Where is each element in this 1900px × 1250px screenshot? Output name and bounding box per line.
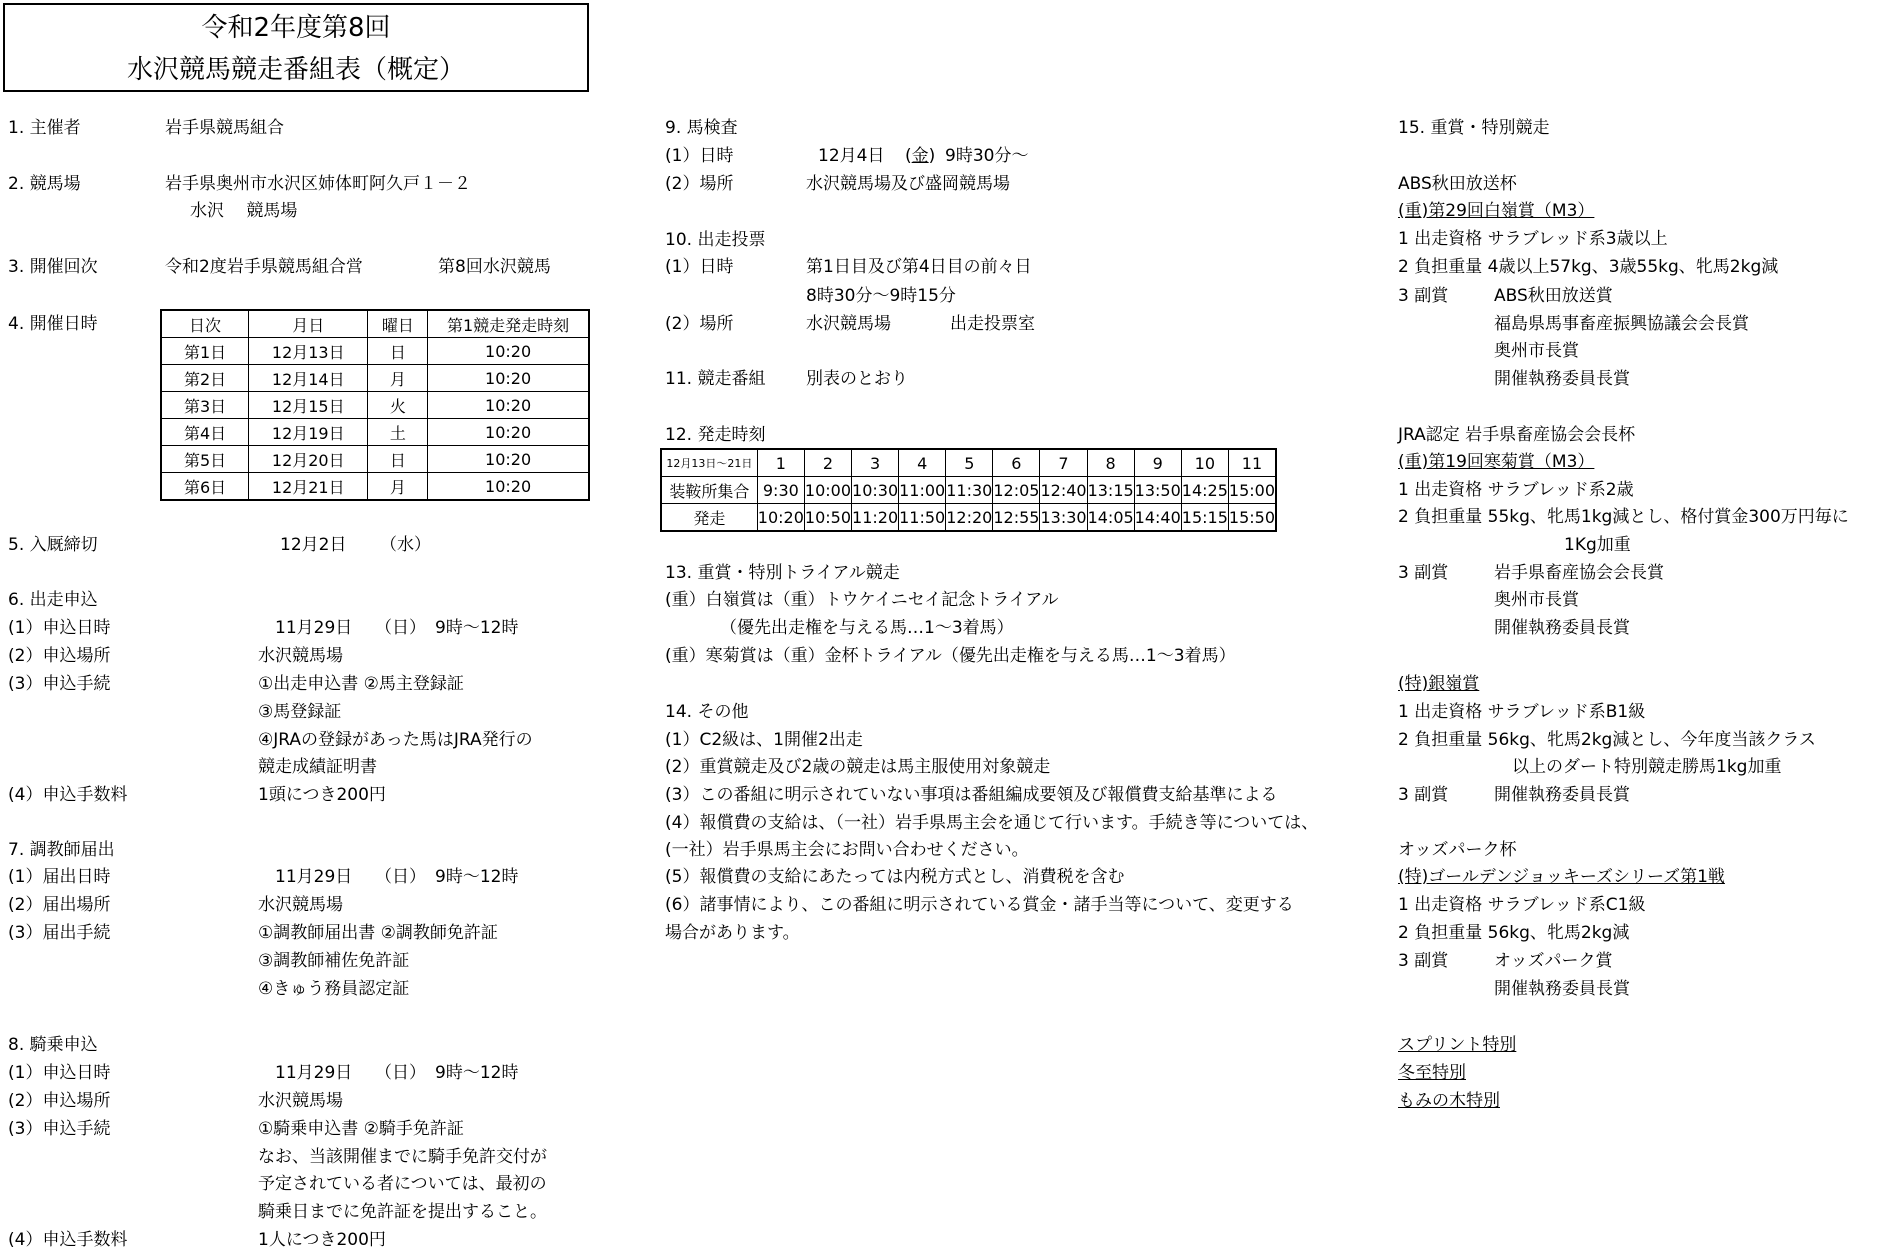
- table-header: 5: [946, 449, 993, 477]
- s1-label: 1. 主催者: [8, 118, 81, 138]
- table-cell: 14:40: [1134, 504, 1181, 532]
- s9-r1-time: 9時30分～: [945, 146, 1029, 166]
- table-header: 6: [993, 449, 1040, 477]
- s8-r2-label: (2）申込場所: [8, 1091, 111, 1111]
- table-cell: 15:50: [1228, 504, 1276, 532]
- table-cell: 12:40: [1040, 477, 1087, 504]
- table-cell: 11:50: [899, 504, 946, 532]
- abs-prize: ABS秋田放送賞: [1494, 286, 1613, 306]
- s7-r1-time: 9時～12時: [435, 867, 519, 887]
- table-cell: 月: [368, 473, 428, 501]
- table-cell: 第3日: [161, 392, 249, 419]
- abs-prize: 開催執務委員長賞: [1494, 369, 1630, 389]
- page-title-line1: 令和2年度第8回: [201, 13, 391, 43]
- table-cell: 12月15日: [249, 392, 368, 419]
- table-header: 第1競走発走時刻: [428, 310, 589, 338]
- s3-value1: 令和2度岩手県競馬組合営: [165, 257, 363, 277]
- s13-line: (重）白嶺賞は（重）トウケイニセイ記念トライアル: [665, 590, 1059, 610]
- s6-label: 6. 出走申込: [8, 590, 98, 610]
- table-cell: 12月14日: [249, 365, 368, 392]
- table-header: 11: [1228, 449, 1276, 477]
- table-cell: 10:00: [804, 477, 851, 504]
- table-cell: 12:55: [993, 504, 1040, 532]
- s13-line: （優先出走権を与える馬…1～3着馬）: [720, 618, 1014, 638]
- odds-cond1: 1 出走資格 サラブレッド系C1級: [1398, 895, 1646, 915]
- s9-r2-value: 水沢競馬場及び盛岡競馬場: [806, 174, 1010, 194]
- table-cell: 10:50: [804, 504, 851, 532]
- gin-cond1: 1 出走資格 サラブレッド系B1級: [1398, 702, 1646, 722]
- s10-label: 10. 出走投票: [665, 230, 766, 250]
- s8-r3-line: なお、当該開催までに騎手免許交付が: [258, 1147, 547, 1167]
- table-row: [161, 338, 589, 365]
- jra-cond3-label: 3 副賞: [1398, 563, 1449, 583]
- table-header: 10: [1181, 449, 1228, 477]
- table-header: 1: [757, 449, 804, 477]
- s8-r1-date: 11月29日: [275, 1063, 353, 1083]
- table-cell: 10:20: [428, 365, 589, 392]
- table-cell: 12月20日: [249, 446, 368, 473]
- table-cell: 11:00: [899, 477, 946, 504]
- s6-r2-label: (2）申込場所: [8, 646, 111, 666]
- odds-prize: 開催執務委員長賞: [1494, 979, 1630, 999]
- s10-r2-value2: 出走投票室: [950, 314, 1035, 334]
- s8-r4-value: 1人につき200円: [258, 1230, 386, 1250]
- table-header: 2: [804, 449, 851, 477]
- s1-value: 岩手県競馬組合: [165, 118, 284, 138]
- table-cell: 15:15: [1181, 504, 1228, 532]
- s3-value2: 第8回水沢競馬: [438, 257, 551, 277]
- s15-label: 15. 重賞・特別競走: [1398, 118, 1550, 138]
- s6-r4-label: (4）申込手数料: [8, 785, 128, 805]
- s14-line: (2）重賞競走及び2歳の競走は馬主服使用対象競走: [665, 757, 1051, 777]
- table-row-label: 発走: [661, 504, 757, 532]
- s6-r3-line: 競走成績証明書: [258, 757, 377, 777]
- jra-cond2b: 1Kg加重: [1564, 535, 1631, 555]
- other-race: スプリント特別: [1398, 1035, 1517, 1055]
- s8-r1-dow: （日）: [375, 1063, 426, 1083]
- table-cell: 12月19日: [249, 419, 368, 446]
- s9-r1-label: (1）日時: [665, 146, 734, 166]
- s7-r2-label: (2）届出場所: [8, 895, 111, 915]
- s14-label: 14. その他: [665, 702, 749, 722]
- s9-r1-date: 12月4日: [818, 146, 885, 166]
- jra-cond1: 1 出走資格 サラブレッド系2歳: [1398, 480, 1634, 500]
- s14-line: (5）報償費の支給にあたっては内税方式とし、消費税を含む: [665, 867, 1125, 887]
- table-cell: 12月13日: [249, 338, 368, 365]
- title-box: [3, 3, 589, 92]
- s14-line: (1）C2級は、1開催2出走: [665, 730, 863, 750]
- s8-r3-line: 予定されている者については、最初の: [258, 1174, 547, 1194]
- s6-r1-dow: （日）: [375, 618, 426, 638]
- jra-prize: 奥州市長賞: [1494, 590, 1579, 610]
- table-cell: 10:20: [428, 419, 589, 446]
- gin-cond2: 2 負担重量 56kg、牝馬2kg減とし、今年度当該クラス: [1398, 730, 1816, 750]
- s10-r1-value1: 第1日目及び第4日目の前々日: [806, 257, 1032, 277]
- s11-label: 11. 競走番組: [665, 369, 766, 389]
- table-cell: 11:20: [852, 504, 899, 532]
- table-cell: 第6日: [161, 473, 249, 501]
- table-row-label: 装鞍所集合: [661, 477, 757, 504]
- table-cell: 12:20: [946, 504, 993, 532]
- s6-r3-label: (3）申込手続: [8, 674, 111, 694]
- table-cell: 10:20: [428, 338, 589, 365]
- s13-line: (重）寒菊賞は（重）金杯トライアル（優先出走権を与える馬…1～3着馬）: [665, 646, 1236, 666]
- table-header: 9: [1134, 449, 1181, 477]
- table-cell: 10:30: [852, 477, 899, 504]
- table-cell: 13:50: [1134, 477, 1181, 504]
- table-cell: 火: [368, 392, 428, 419]
- table-cell: 10:20: [428, 392, 589, 419]
- s8-r4-label: (4）申込手数料: [8, 1230, 128, 1250]
- table-cell: 12月21日: [249, 473, 368, 501]
- jra-cond2: 2 負担重量 55kg、牝馬1kg減とし、格付賞金300万円毎に: [1398, 507, 1849, 527]
- page-title-line2: 水沢競馬競走番組表（概定）: [126, 55, 465, 85]
- s9-label: 9. 馬検査: [665, 118, 738, 138]
- s7-r3-label: (3）届出手続: [8, 923, 111, 943]
- s6-r1-date: 11月29日: [275, 618, 353, 638]
- other-race: 冬至特別: [1398, 1063, 1466, 1083]
- table-header: 7: [1040, 449, 1087, 477]
- s10-r2-value1: 水沢競馬場: [806, 314, 891, 334]
- s5-dow: （水）: [380, 535, 431, 555]
- s5-date: 12月2日: [280, 535, 347, 555]
- table-header: 12月13日～21日: [661, 449, 757, 477]
- abs-cond3-label: 3 副賞: [1398, 286, 1449, 306]
- table-cell: 14:05: [1087, 504, 1134, 532]
- table-cell: 日: [368, 446, 428, 473]
- s10-r1-label: (1）日時: [665, 257, 734, 277]
- table-cell: 土: [368, 419, 428, 446]
- s9-r2-label: (2）場所: [665, 174, 734, 194]
- table-row: [661, 477, 1276, 504]
- s7-r3-line: ①調教師届出書 ②調教師免許証: [258, 923, 498, 943]
- s6-r4-value: 1頭につき200円: [258, 785, 386, 805]
- abs-prize: 奥州市長賞: [1494, 341, 1579, 361]
- jra-sponsor: JRA認定 岩手県畜産協会会長杯: [1398, 425, 1636, 445]
- table-cell: 13:30: [1040, 504, 1087, 532]
- s7-r1-dow: （日）: [375, 867, 426, 887]
- table-cell: 12:05: [993, 477, 1040, 504]
- table-row: [661, 504, 1276, 532]
- table-cell: 11:30: [946, 477, 993, 504]
- table-row: [161, 473, 589, 501]
- table-cell: 第2日: [161, 365, 249, 392]
- abs-cond1: 1 出走資格 サラブレッド系3歳以上: [1398, 229, 1668, 249]
- table-cell: 第1日: [161, 338, 249, 365]
- s2-value2: 水沢 競馬場: [190, 201, 298, 221]
- s10-r1-value2: 8時30分～9時15分: [806, 286, 956, 306]
- odds-cond2: 2 負担重量 56kg、牝馬2kg減: [1398, 923, 1630, 943]
- jra-prize: 岩手県畜産協会会長賞: [1494, 563, 1664, 583]
- table-cell: 日: [368, 338, 428, 365]
- table-row: [161, 446, 589, 473]
- s14-line: (3）この番組に明示されていない事項は番組編成要領及び報償費支給基準による: [665, 785, 1278, 805]
- other-race: もみの木特別: [1398, 1091, 1500, 1111]
- s14-line: 場合があります。: [665, 923, 800, 943]
- table-cell: 15:00: [1228, 477, 1276, 504]
- table-cell: 第5日: [161, 446, 249, 473]
- s10-r2-label: (2）場所: [665, 314, 734, 334]
- table-row: [161, 365, 589, 392]
- s4-label: 4. 開催日時: [8, 314, 98, 334]
- s6-r3-line: ③馬登録証: [258, 702, 342, 722]
- table-cell: 10:20: [428, 446, 589, 473]
- s8-r3-line: ①騎乗申込書 ②騎手免許証: [258, 1119, 464, 1139]
- s11-value: 別表のとおり: [806, 369, 908, 389]
- s8-r2-value: 水沢競馬場: [258, 1091, 343, 1111]
- table-row: [161, 419, 589, 446]
- table-header: 8: [1087, 449, 1134, 477]
- s14-line: (一社）岩手県馬主会にお問い合わせください。: [665, 840, 1029, 860]
- start-time-table: [660, 448, 1277, 532]
- odds-cond3-label: 3 副賞: [1398, 951, 1449, 971]
- s14-line: (4）報償費の支給は、（一社）岩手県馬主会を通じて行います。手続き等については、: [665, 813, 1319, 833]
- s8-r1-time: 9時～12時: [435, 1063, 519, 1083]
- table-cell: 9:30: [757, 477, 804, 504]
- odds-sponsor: オッズパーク杯: [1398, 840, 1517, 860]
- odds-prize: オッズパーク賞: [1494, 951, 1613, 971]
- s6-r1-time: 9時～12時: [435, 618, 519, 638]
- s2-label: 2. 競馬場: [8, 174, 81, 194]
- s8-label: 8. 騎乗申込: [8, 1035, 98, 1055]
- s7-r3-line: ③調教師補佐免許証: [258, 951, 410, 971]
- s8-r3-line: 騎乗日までに免許証を提出すること。: [258, 1202, 547, 1222]
- table-cell: 13:15: [1087, 477, 1134, 504]
- table-row: [161, 392, 589, 419]
- table-cell: 14:25: [1181, 477, 1228, 504]
- table-cell: 10:20: [757, 504, 804, 532]
- s7-r3-line: ④きゅう務員認定証: [258, 979, 410, 999]
- s8-r1-label: (1）申込日時: [8, 1063, 111, 1083]
- table-header: 曜日: [368, 310, 428, 338]
- table-cell: 月: [368, 365, 428, 392]
- abs-prize: 福島県馬事畜産振興協議会会長賞: [1494, 314, 1749, 334]
- gin-prize: 開催執務委員長賞: [1494, 785, 1630, 805]
- table-header: 日次: [161, 310, 249, 338]
- abs-cond2: 2 負担重量 4歳以上57kg、3歳55kg、牝馬2kg減: [1398, 257, 1779, 277]
- table-header: 3: [852, 449, 899, 477]
- jra-prize: 開催執務委員長賞: [1494, 618, 1630, 638]
- s8-r3-label: (3）申込手続: [8, 1119, 111, 1139]
- s2-value1: 岩手県奥州市水沢区姉体町阿久戸１－２: [165, 174, 471, 194]
- gin-cond3-label: 3 副賞: [1398, 785, 1449, 805]
- table-header-row: [661, 449, 1276, 477]
- s13-label: 13. 重賞・特別トライアル競走: [665, 563, 900, 583]
- s9-r1-dow-text: 金: [911, 146, 929, 166]
- table-cell: 10:20: [428, 473, 589, 501]
- table-cell: 第4日: [161, 419, 249, 446]
- s6-r1-label: (1）申込日時: [8, 618, 111, 638]
- jra-race: (重)第19回寒菊賞（M3）: [1398, 452, 1595, 472]
- odds-race: (特)ゴールデンジョッキーズシリーズ第1戦: [1398, 867, 1725, 887]
- s5-label: 5. 入厩締切: [8, 535, 98, 555]
- s6-r3-line: ①出走申込書 ②馬主登録証: [258, 674, 464, 694]
- s6-r2-value: 水沢競馬場: [258, 646, 343, 666]
- s14-line: (6）諸事情により、この番組に明示されている賞金・諸手当等について、変更する: [665, 895, 1294, 915]
- gin-cond2b: 以上のダート特別競走勝馬1kg加重: [1512, 757, 1782, 777]
- s9-r1-dow: (金): [905, 146, 936, 166]
- s7-r1-label: (1）届出日時: [8, 867, 111, 887]
- s12-label: 12. 発走時刻: [665, 425, 766, 445]
- table-header: 月日: [249, 310, 368, 338]
- s7-r1-date: 11月29日: [275, 867, 353, 887]
- s3-label: 3. 開催回次: [8, 257, 98, 277]
- gin-race: (特)銀嶺賞: [1398, 674, 1480, 694]
- s7-label: 7. 調教師届出: [8, 840, 115, 860]
- abs-race: (重)第29回白嶺賞（M3）: [1398, 201, 1595, 221]
- abs-sponsor: ABS秋田放送杯: [1398, 174, 1517, 194]
- s7-r2-value: 水沢競馬場: [258, 895, 343, 915]
- table-header: 4: [899, 449, 946, 477]
- schedule-table: [160, 309, 590, 501]
- s6-r3-line: ④JRAの登録があった馬はJRA発行の: [258, 730, 533, 750]
- table-header-row: [161, 310, 589, 338]
